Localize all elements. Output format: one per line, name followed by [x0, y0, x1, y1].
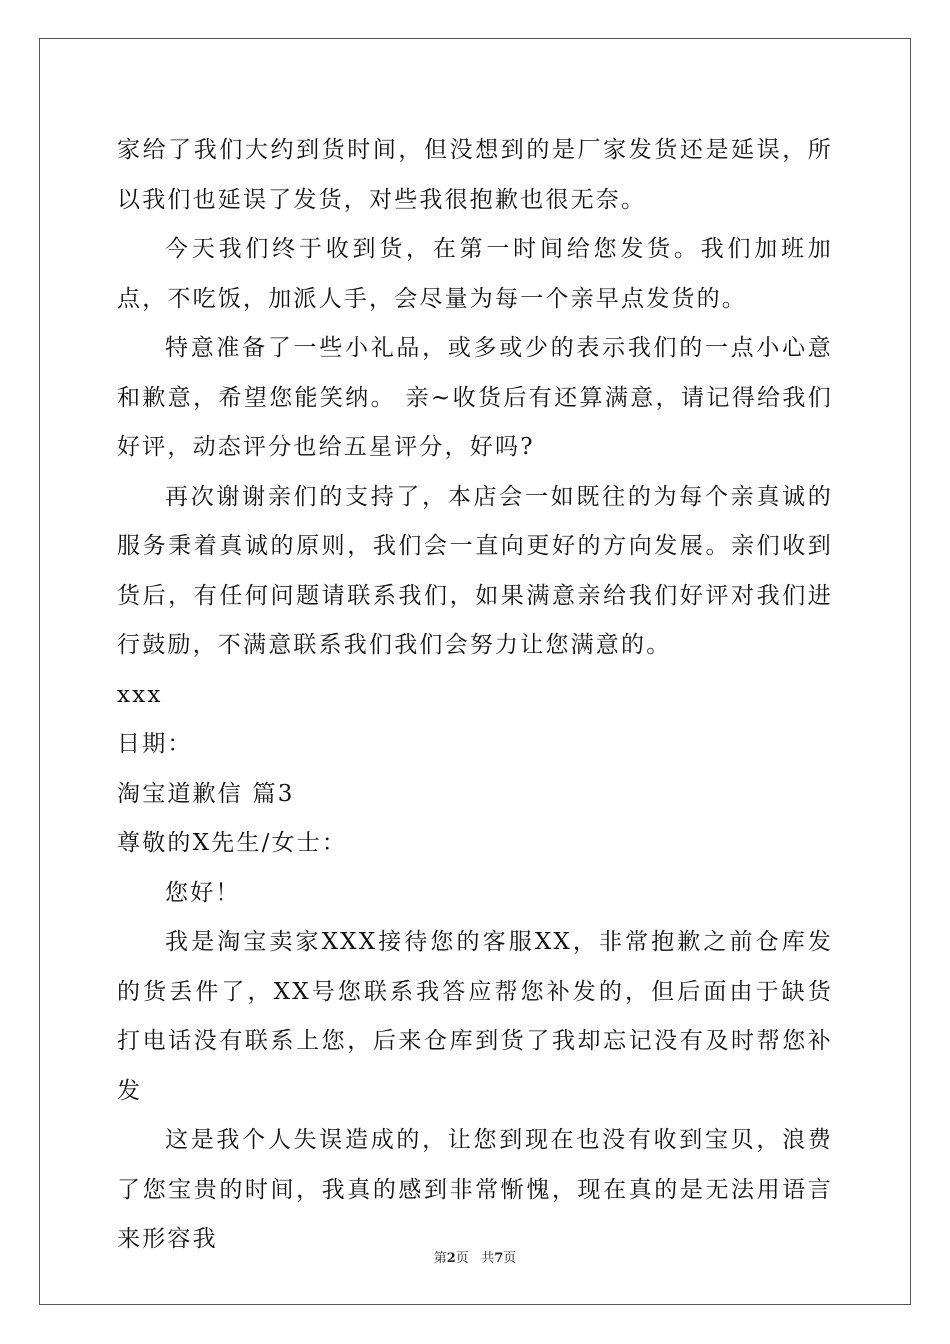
paragraph: 特意准备了一些小礼品，或多或少的表示我们的一点小心意和歉意，希望您能笑纳。 亲~收货后有还算满意，请记得给我们好评，动态评分也给五星评分，好吗?	[117, 335, 833, 460]
paragraph: 今天我们终于收到货，在第一时间给您发货。我们加班加点，不吃饭，加派人手，会尽量为每一个亲早点发货的。	[117, 236, 833, 312]
date-line: 日期：	[117, 731, 193, 757]
document-body	[117, 126, 833, 1265]
paragraph: 我是淘宝卖家XXX接待您的客服XX，非常抱歉之前仓库发的货丢件了，XX号您联系我答应帮您补发的，但后面由于缺货打电话没有联系上您，后来仓库到货了我却忘记没有及时帮您补发	[117, 929, 833, 1104]
signature: xxx	[117, 681, 163, 708]
page-footer	[0, 1247, 950, 1266]
greeting: 您好！	[165, 879, 241, 906]
total-prefix: 共	[481, 1251, 495, 1266]
total-suffix: 页	[503, 1251, 517, 1266]
page-prefix: 第	[433, 1251, 447, 1266]
page-current: 2	[446, 1251, 456, 1266]
salutation: 尊敬的X先生/女士：	[117, 830, 348, 856]
paragraph: 这是我个人失误造成的，让您到现在也没有收到宝贝，浪费了您宝贵的时间，我真的感到非常惭愧，现在真的是无法用语言来形容我	[117, 1127, 833, 1252]
paragraph: 家给了我们大约到货时间，但没想到的是厂家发货还是延误，所以我们也延误了发货，对些我很抱歉也很无奈。	[117, 137, 833, 213]
section-heading: 淘宝道歉信 篇3	[117, 780, 295, 807]
page-total: 7	[494, 1251, 504, 1266]
paragraph: 再次谢谢亲们的支持了，本店会一如既往的为每个亲真诚的服务秉着真诚的原则，我们会一直向更好的方向发展。亲们收到货后，有任何问题请联系我们，如果满意亲给我们好评对我们进行鼓励，不满意联系我们我们会努力让您满意的。	[117, 483, 833, 658]
page-suffix: 页	[455, 1251, 469, 1266]
